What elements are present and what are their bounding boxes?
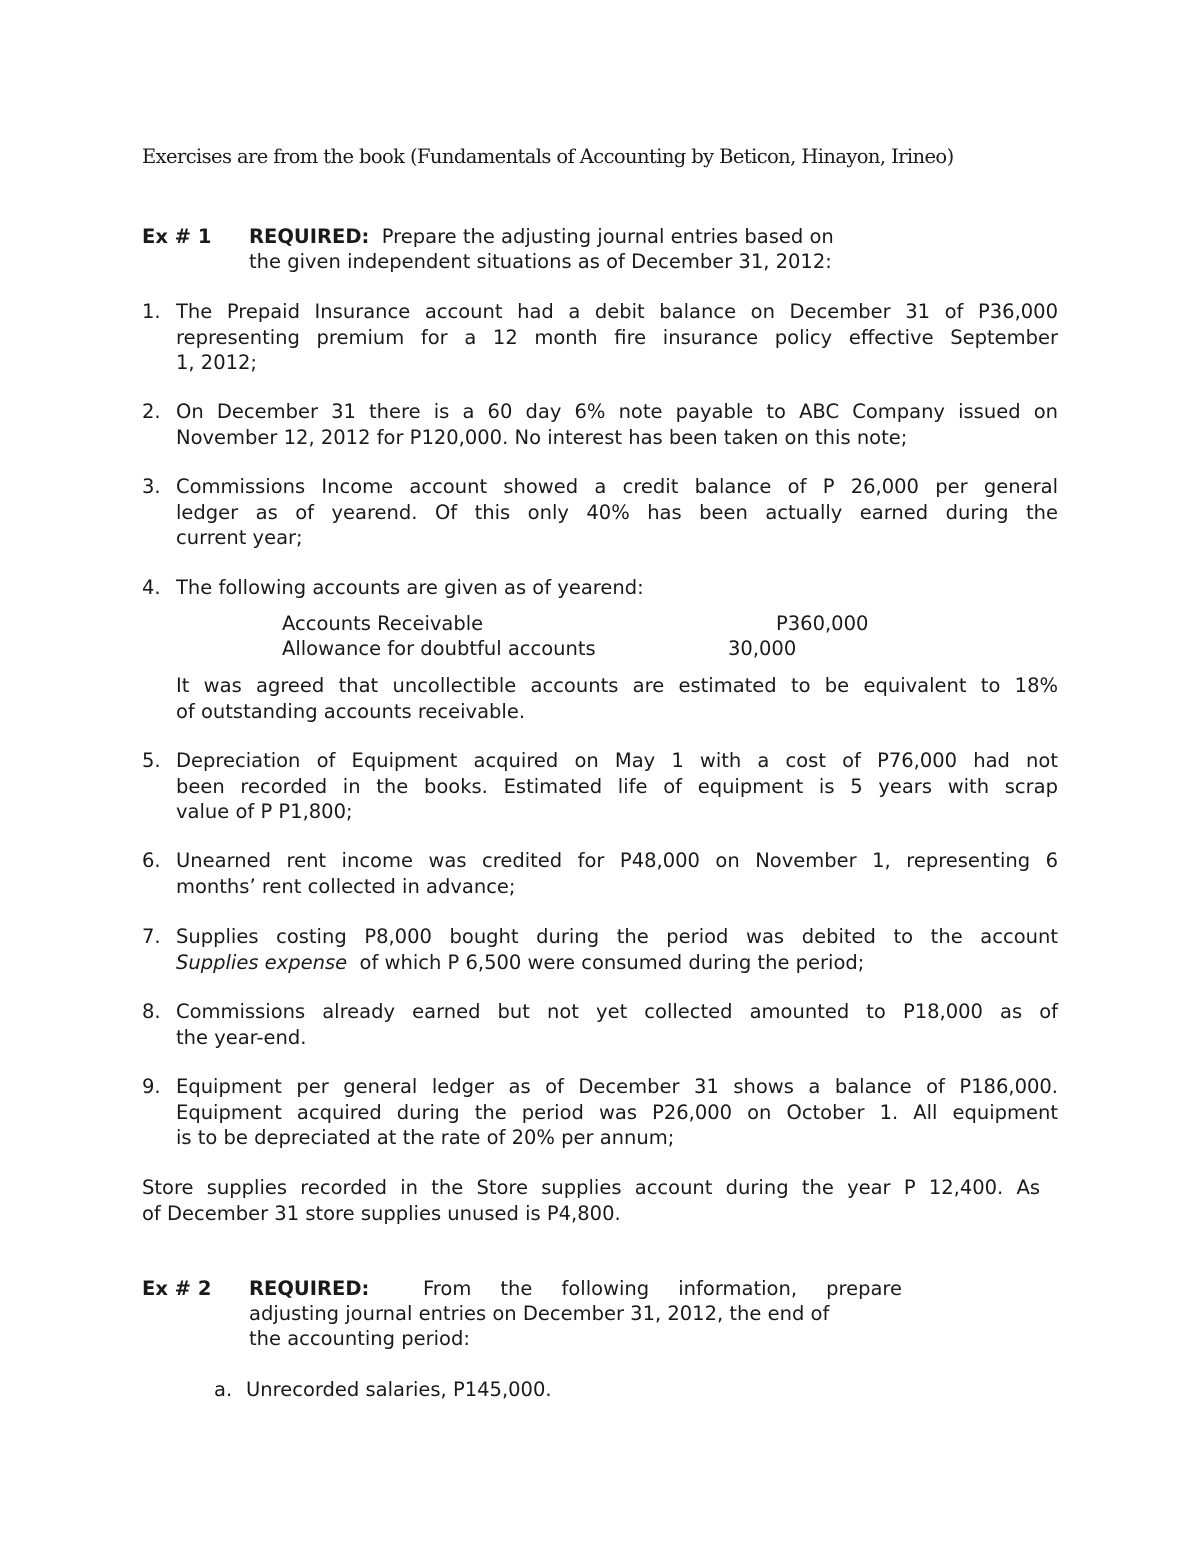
item-line bbox=[176, 950, 1058, 976]
item-line: Equipment per general ledger as of December 31 shows a balance of P186,000. bbox=[176, 1075, 1058, 1098]
item-number: 1. bbox=[142, 300, 161, 323]
ex2-item-a-text: Unrecorded salaries, P145,000. bbox=[246, 1378, 552, 1401]
item-line: current year; bbox=[176, 526, 303, 549]
item-line: representing premium for a 12 month fire insurance policy effective September bbox=[176, 325, 1058, 349]
item-number: 5. bbox=[142, 749, 161, 772]
item-line: Commissions already earned but not yet collected amounted to P18,000 as of bbox=[176, 1000, 1058, 1023]
ex1-required-line1 bbox=[249, 224, 834, 250]
closing-paragraph bbox=[142, 1175, 1040, 1226]
closing-line: Store supplies recorded in the Store supplies account during the year P 12,400. As bbox=[142, 1176, 1040, 1199]
ex2-required-line2: adjusting journal entries on December 31, 2012, the end of bbox=[249, 1302, 830, 1325]
item-line: Commissions Income account showed a credit balance of P 26,000 per general bbox=[176, 475, 1058, 498]
item-number: 2. bbox=[142, 400, 161, 423]
closing-line: of December 31 store supplies unused is P4,800. bbox=[142, 1201, 621, 1225]
italic-term: Supplies expense bbox=[176, 950, 348, 974]
intro-text: Exercises are from the book (Fundamentals of Accounting by Beticon, Hinayon, Irineo) bbox=[142, 145, 954, 168]
item-number: 9. bbox=[142, 1075, 161, 1098]
ex1-required-text: Prepare the adjusting journal entries based on bbox=[381, 225, 834, 248]
ex2-required-line1 bbox=[423, 1276, 902, 1302]
account-amount: 30,000 bbox=[728, 637, 797, 660]
item-number: 7. bbox=[142, 925, 161, 948]
item-line: is to be depreciated at the rate of 20% per annum; bbox=[176, 1126, 675, 1149]
item-line: Supplies costing P8,000 bought during the period was debited to the account bbox=[176, 925, 1058, 948]
ex2-required-text: From the following information, prepare bbox=[423, 1277, 902, 1300]
account-name: Allowance for doubtful accounts bbox=[282, 637, 596, 660]
ex2-item-a-letter: a. bbox=[214, 1378, 233, 1401]
item-line: The following accounts are given as of yearend: bbox=[176, 576, 644, 599]
ex1-label: Ex # 1 bbox=[142, 225, 212, 248]
item-number: 6. bbox=[142, 849, 161, 872]
item-line: value of P P1,800; bbox=[176, 800, 353, 823]
item-line: months’ rent collected in advance; bbox=[176, 874, 516, 898]
item-line: November 12, 2012 for P120,000. No interest has been taken on this note; bbox=[176, 425, 908, 449]
item-line: of outstanding accounts receivable. bbox=[176, 699, 526, 723]
item-line: On December 31 there is a 60 day 6% note payable to ABC Company issued on bbox=[176, 400, 1058, 423]
item-number: 3. bbox=[142, 475, 161, 498]
item-line: Unearned rent income was credited for P48,000 on November 1, representing 6 bbox=[176, 849, 1058, 872]
item-line: Depreciation of Equipment acquired on May 1 with a cost of P76,000 had not bbox=[176, 749, 1058, 772]
item-line: been recorded in the books. Estimated life of equipment is 5 years with scrap bbox=[176, 774, 1058, 798]
ex2-label: Ex # 2 bbox=[142, 1277, 212, 1300]
ex2-required-label: REQUIRED: bbox=[249, 1277, 370, 1300]
item-line-rest: of which P 6,500 were consumed during the period; bbox=[347, 950, 865, 974]
account-name: Accounts Receivable bbox=[282, 612, 484, 635]
account-amount: P360,000 bbox=[776, 612, 869, 635]
item-number: 8. bbox=[142, 1000, 161, 1023]
ex2-required-line3: the accounting period: bbox=[249, 1327, 470, 1350]
item-line: 1, 2012; bbox=[176, 351, 257, 374]
item-line: The Prepaid Insurance account had a debit balance on December 31 of P36,000 bbox=[176, 300, 1058, 323]
ex1-required-line2: the given independent situations as of December 31, 2012: bbox=[249, 250, 832, 273]
item-line: the year-end. bbox=[176, 1025, 307, 1049]
item-number: 4. bbox=[142, 576, 161, 599]
item-line: Equipment acquired during the period was P26,000 on October 1. All equipment bbox=[176, 1100, 1058, 1124]
item-line: It was agreed that uncollectible accounts are estimated to be equivalent to 18% bbox=[176, 674, 1058, 697]
item-line: ledger as of yearend. Of this only 40% has been actually earned during the bbox=[176, 500, 1058, 524]
ex1-required-label: REQUIRED: bbox=[249, 225, 370, 248]
